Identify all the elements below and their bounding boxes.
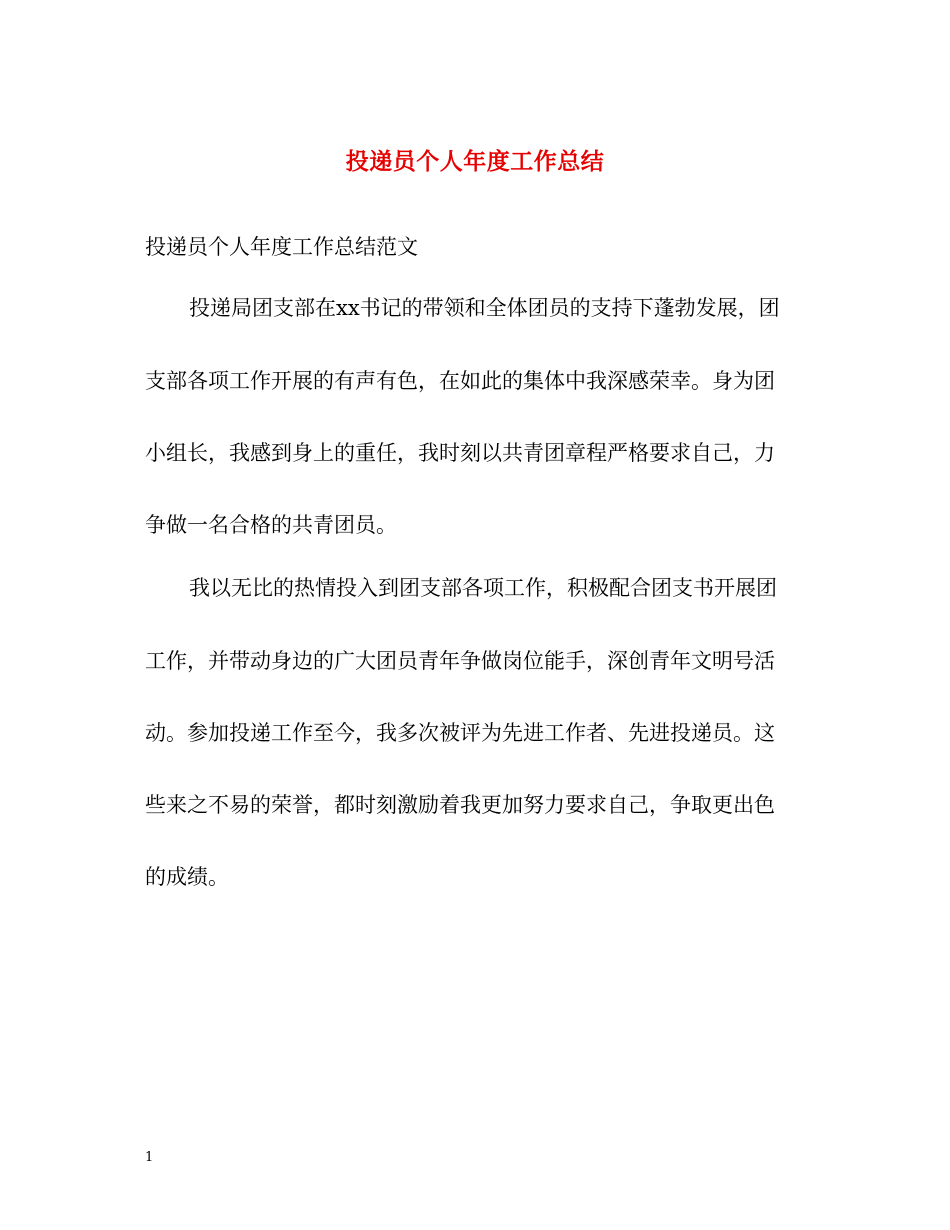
paragraph-2-line-2: 工作，并带动身边的广大团员青年争做岗位能手，深创青年文明号活 [145, 649, 775, 673]
paragraph-1-line-2: 支部各项工作开展的有声有色，在如此的集体中我深感荣幸。身为团 [145, 369, 775, 393]
page-number: 1 [145, 1150, 154, 1165]
document-subtitle: 投递员个人年度工作总结范文 [145, 235, 418, 259]
paragraph-2-line-1: 我以无比的热情投入到团支部各项工作，积极配合团支书开展团 [189, 576, 777, 600]
paragraph-1-line-1: 投递局团支部在xx书记的带领和全体团员的支持下蓬勃发展，团 [189, 296, 780, 320]
paragraph-1-line-3: 小组长，我感到身上的重任，我时刻以共青团章程严格要求自己，力 [145, 441, 775, 465]
paragraph-2-line-4: 些来之不易的荣誉，都时刻激励着我更加努力要求自己，争取更出色 [145, 793, 775, 817]
document-title: 投递员个人年度工作总结 [345, 148, 605, 175]
paragraph-2-line-5: 的成绩。 [145, 865, 229, 889]
paragraph-1-line-4: 争做一名合格的共青团员。 [145, 513, 397, 537]
paragraph-2-line-3: 动。参加投递工作至今，我多次被评为先进工作者、先进投递员。这 [145, 721, 775, 745]
